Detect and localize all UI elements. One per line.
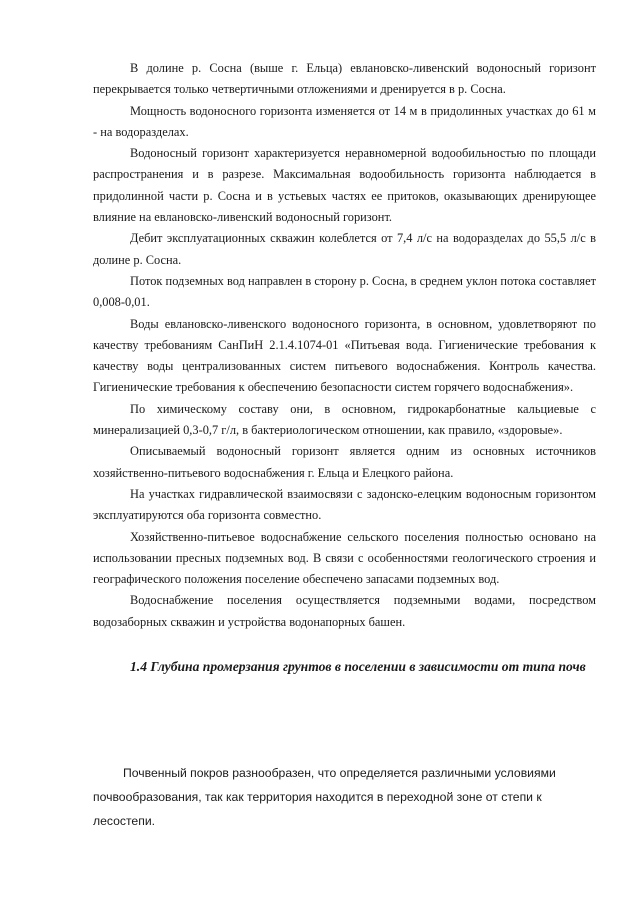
document-body bbox=[93, 58, 596, 679]
paragraph-well-yield: Дебит эксплуатационных скважин колеблется от 7,4 л/с на водоразделах до 55,5 л/с в долине р. Сосна. bbox=[93, 231, 596, 267]
paragraph-thickness: Мощность водоносного горизонта изменяется от 14 м в придолинных участках до 61 м - на водоразделах. bbox=[93, 103, 596, 139]
paragraph-water-abundance: Водоносный горизонт характеризуется неравномерной водообильностью по площади распространения и в разрезе. Максимальная водообильность горизонта наблюдается в придолинной части р. Сосна и в устьевых частях ее притоков, оказывающих дренирующее влияние на евлановско-ливенский водоносный горизонт. bbox=[93, 146, 596, 225]
paragraph-main-source: Описываемый водоносный горизонт является одним из основных источников хозяйственно-питьевого водоснабжения г. Ельца и Елецкого района. bbox=[93, 444, 596, 480]
paragraph-water-supply-basis: Хозяйственно-питьевое водоснабжение сельского поселения полностью основано на использовании пресных подземных вод. В связи с особенностями геологического строения и географического положения поселение обеспечено запасами подземных вод. bbox=[93, 529, 596, 587]
paragraph-water-quality: Воды евлановско-ливенского водоносного горизонта, в основном, удовлетворяют по качеству требованиям СанПиН 2.1.4.1074-01 «Питьевая вода. Гигиенические требования к качеству воды централизованных систем питьевого водоснабжения. Контроль качества. Гигиенические требования к обеспечению безопасности систем горячего водоснабжения». bbox=[93, 316, 596, 395]
paragraph-flow-direction: Поток подземных вод направлен в сторону р. Сосна, в среднем уклон потока составляет 0,008-0,01. bbox=[93, 273, 596, 310]
paragraph-chemical-composition: По химическому составу они, в основном, гидрокарбонатные кальциевые с минерализацией 0,3-0,7 г/л, в бактериологическом отношении, как правило, «здоровые». bbox=[93, 401, 596, 438]
paragraph-sosna-valley: В долине р. Сосна (выше г. Ельца) евлановско-ливенский водоносный горизонт перекрывается только четвертичными отложениями и дренируется в р. Сосна. bbox=[93, 61, 596, 97]
section-body bbox=[93, 761, 596, 833]
section-heading: 1.4 Глубина промерзания грунтов в поселении в зависимости от типа почв bbox=[130, 659, 586, 675]
paragraph-hydraulic-link: На участках гидравлической взаимосвязи с задонско-елецким водоносным горизонтом эксплуатируются оба горизонта совместно. bbox=[93, 486, 596, 523]
paragraph-water-supply-method: Водоснабжение поселения осуществляется подземными водами, посредством водозаборных скважин и устройства водонапорных башен. bbox=[93, 593, 596, 629]
paragraph-soil-cover: Почвенный покров разнообразен, что определяется различными условиями почвообразования, так как территория находится в переходной зоне от степи к лесостепи. bbox=[93, 766, 556, 828]
